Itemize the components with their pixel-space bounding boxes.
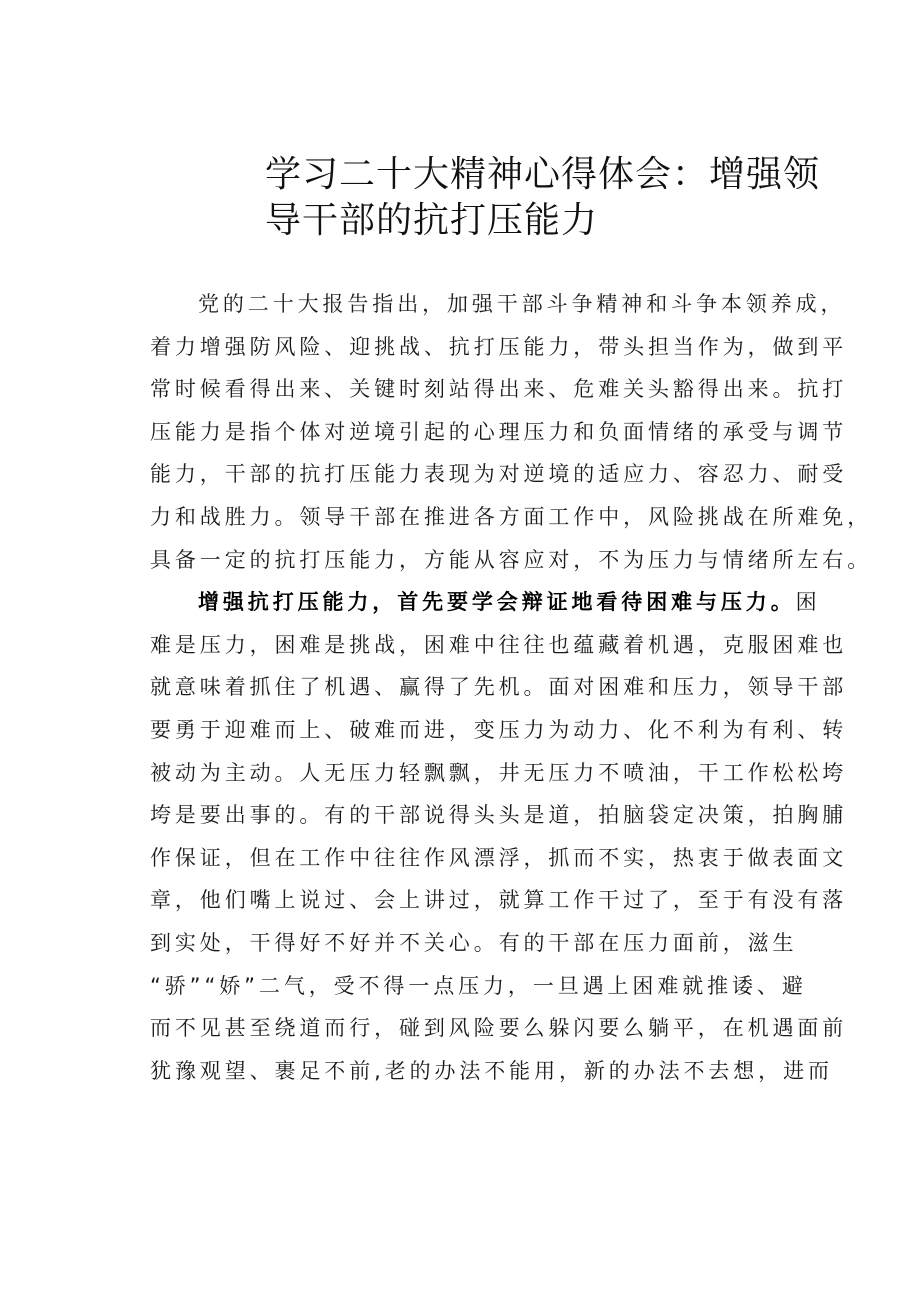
text-line: 能力，干部的抗打压能力表现为对逆境的适应力、容忍力、耐受: [150, 462, 848, 487]
text-line: 垮是要出事的。有的干部说得头头是道，拍脑袋定决策，拍胸脯: [150, 803, 848, 828]
text-line: 要勇于迎难而上、破难而进，变压力为动力、化不利为有利、转: [150, 717, 848, 742]
paragraph-1: [150, 283, 873, 581]
document-title: [265, 152, 825, 244]
document-body: [150, 283, 873, 1092]
text-line: “骄”“娇”二气，受不得一点压力，一旦遇上困难就推诿、避: [150, 973, 807, 998]
text-line: 被动为主动。人无压力轻飘飘，井无压力不喷油，干工作松松垮: [150, 760, 848, 785]
title-line-2: 导干部的抗打压能力: [265, 200, 599, 241]
text-line: 常时候看得出来、关键时刻站得出来、危难关头豁得出来。抗打: [150, 377, 848, 402]
paragraph-lead-sentence: 增强抗打压能力，首先要学会辩证地看待困难与压力。: [198, 590, 796, 615]
text-line: 而不见甚至绕道而行，碰到风险要么躲闪要么躺平，在机遇面前: [150, 1016, 848, 1041]
text-line: 难是压力，困难是挑战，困难中往往也蕴藏着机遇，克服困难也: [150, 632, 848, 657]
text-line: 犹豫观望、裹足不前,老的办法不能用，新的办法不去想，进而: [150, 1058, 833, 1083]
text-line: 就意味着抓住了机遇、赢得了先机。面对困难和压力，领导干部: [150, 675, 848, 700]
text-line: 章，他们嘴上说过、会上讲过，就算工作干过了，至于有没有落: [150, 888, 848, 913]
text-line: 着力增强防风险、迎挑战、抗打压能力，带头担当作为，做到平: [150, 334, 848, 359]
text-line: 作保证，但在工作中往往作风漂浮，抓而不实，热衷于做表面文: [150, 845, 848, 870]
text-line: [150, 581, 830, 624]
text-line: 具备一定的抗打压能力，方能从容应对，不为压力与情绪所左右。: [150, 547, 873, 572]
title-line-1: 学习二十大精神心得体会：增强领: [265, 154, 821, 195]
text-line: 压能力是指个体对逆境引起的心理压力和负面情绪的承受与调节: [150, 419, 848, 444]
paragraph-2: [150, 581, 848, 1092]
text-line: 力和战胜力。领导干部在推进各方面工作中，风险挑战在所难免，: [150, 504, 873, 529]
text-line: 党的二十大报告指出，加强干部斗争精神和斗争本领养成，: [198, 292, 846, 316]
text-line: 到实处，干得好不好并不关心。有的干部在压力面前，滋生: [150, 930, 798, 955]
text-fragment: 困: [795, 590, 821, 615]
